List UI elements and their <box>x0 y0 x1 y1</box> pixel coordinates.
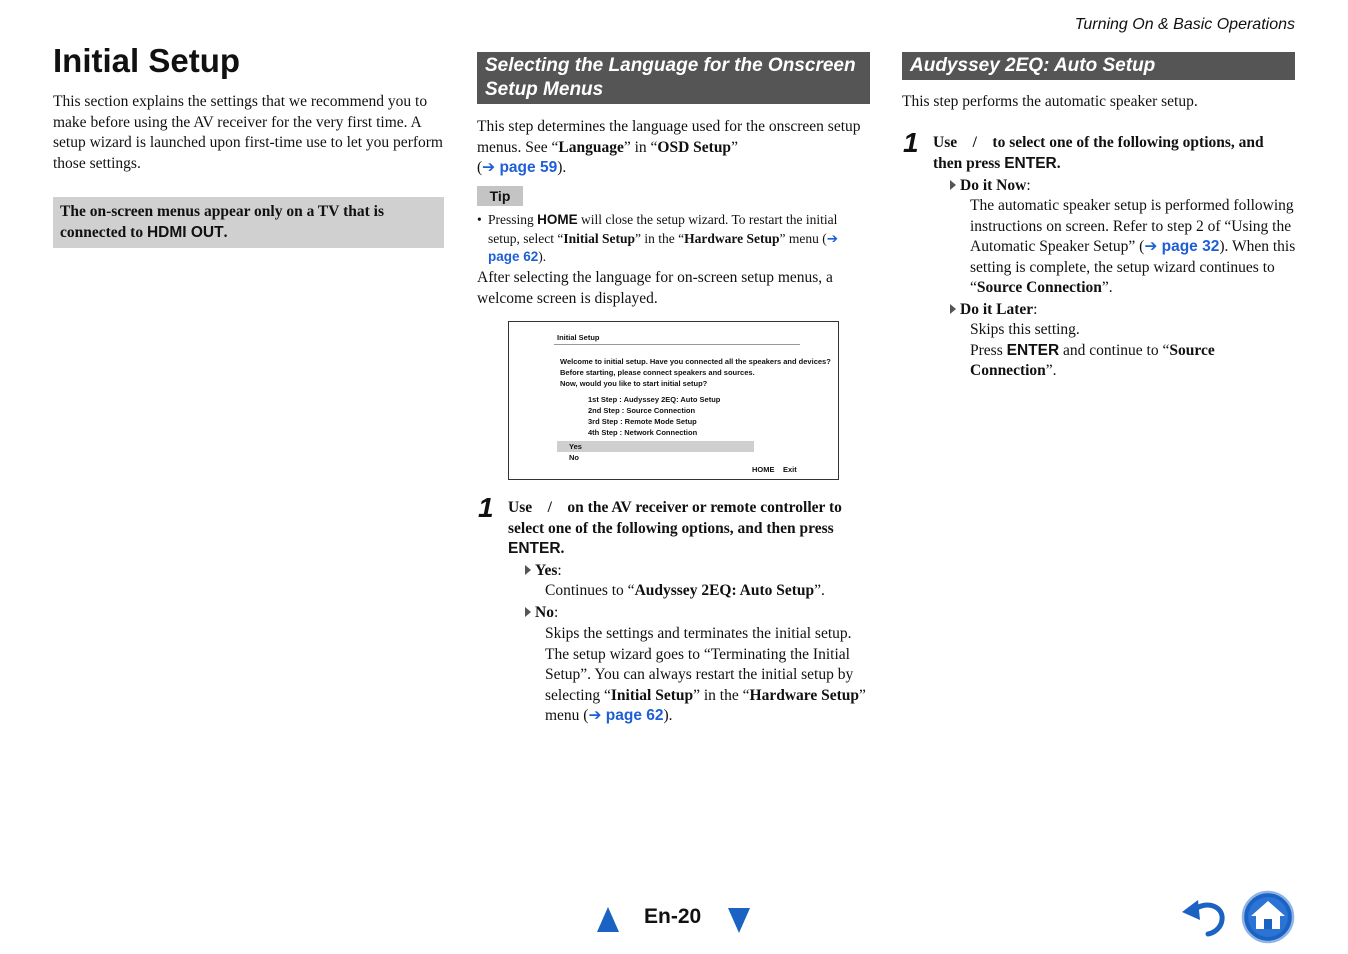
text: ). <box>538 249 547 264</box>
tip-badge: Tip <box>477 186 523 206</box>
term-home: HOME <box>537 212 578 227</box>
text: : <box>557 562 562 579</box>
text: Use / to select one of the following options, and then press <box>933 134 1268 172</box>
text: ). When this setting is complete, the setup wizard continues to “ <box>970 238 1296 296</box>
text: ” in the “ <box>635 230 685 246</box>
osd-divider <box>554 344 800 345</box>
text: Press <box>970 341 1007 359</box>
intro-paragraph: This section explains the settings that we recommend you to make before using the AV receiver for the very first time. A setup wizard is launched upon first-time use to let you perform those settings. <box>53 93 443 172</box>
welcome-paragraph: After selecting the language for on-screen setup menus, a welcome screen is displayed. <box>477 269 833 307</box>
triangle-right-icon <box>525 565 531 575</box>
step-number: 1 <box>478 492 494 523</box>
text: Pressing <box>488 212 538 227</box>
text: Skips this setting. <box>970 321 1080 338</box>
term-hardware-setup: Hardware Setup <box>749 686 860 704</box>
text-line <box>970 341 1290 382</box>
section-heading-audyssey: Audyssey 2EQ: Auto Setup <box>902 52 1295 80</box>
note-box <box>53 197 444 248</box>
link-page-59[interactable]: ➔ page 59 <box>482 159 558 176</box>
term-source-connection: Source Connection <box>970 341 1215 379</box>
osd-option-yes: Yes <box>569 442 582 451</box>
audyssey-step-instruction <box>933 133 1295 174</box>
text: ). <box>557 159 567 176</box>
text: Use / on the AV receiver or remote controller to select one of the following options, and then press <box>508 499 846 537</box>
triangle-right-icon <box>950 304 956 314</box>
option-no-description <box>545 624 870 727</box>
term-hardware-setup: Hardware Setup <box>684 230 780 246</box>
link-page-62[interactable]: ➔ page 62 <box>588 707 664 724</box>
running-header: Turning On & Basic Operations <box>1074 16 1295 33</box>
section-heading-language: Selecting the Language for the Onscreen Setup Menus <box>477 52 870 104</box>
osd-step-3: 3rd Step : Remote Mode Setup <box>588 417 697 426</box>
link-page-32[interactable]: ➔ page 32 <box>1144 238 1220 255</box>
tip-bullet: • <box>477 212 482 227</box>
osd-line-2: Before starting, please connect speakers and sources. <box>560 368 755 377</box>
osd-line-3: Now, would you like to start initial setup? <box>560 379 708 388</box>
text: : <box>1026 177 1031 194</box>
text: The automatic speaker setup is performed following instructions on screen. Refer to step 2 of “Using the Automatic Speaker Setup” ( <box>970 197 1294 255</box>
text: ” in the “ <box>693 686 750 704</box>
term-initial-setup: Initial Setup <box>563 230 636 246</box>
page-title: Initial Setup <box>53 42 241 79</box>
term-enter: ENTER <box>508 540 561 557</box>
option-do-it-later-title: Do it Later <box>960 301 1034 318</box>
text: ” in “ <box>623 138 658 156</box>
term-initial-setup: Initial Setup <box>610 686 694 704</box>
text: ”. <box>1045 362 1057 379</box>
text: : <box>553 604 559 621</box>
language-step-instruction <box>508 498 870 560</box>
term-audyssey: Audyssey 2EQ: Auto Setup <box>634 582 815 599</box>
triangle-up-icon[interactable] <box>597 907 619 932</box>
text: Skips the settings and terminates the initial setup. The setup wizard goes to “Terminating the Initial Setup”. You can always restart the initial setup by selecting “ <box>545 625 854 704</box>
option-do-it-later <box>950 300 1037 321</box>
text: . <box>560 540 565 557</box>
text: ” menu ( <box>545 686 866 724</box>
audyssey-paragraph: This step performs the automatic speaker setup. <box>902 93 1198 110</box>
osd-line-1: Welcome to initial setup. Have you connected all the speakers and devices? <box>560 357 831 366</box>
text: ” menu ( <box>779 230 827 246</box>
text: This step determines the language used for the onscreen setup menus. See “ <box>477 118 861 156</box>
term-enter: ENTER <box>1006 341 1060 359</box>
option-yes <box>525 561 562 582</box>
text: ” <box>731 138 738 156</box>
text: . <box>1056 154 1061 172</box>
term-osd-setup: OSD Setup <box>657 138 732 156</box>
home-icon[interactable] <box>1241 890 1295 944</box>
link-page-62[interactable]: ➔ page 62 <box>488 230 839 264</box>
text: : <box>1033 301 1038 318</box>
term-source-connection: Source Connection <box>976 279 1102 296</box>
triangle-down-icon[interactable] <box>728 908 750 933</box>
option-do-it-now-description <box>970 196 1298 299</box>
osd-step-2: 2nd Step : Source Connection <box>588 406 696 415</box>
text: ). <box>663 707 673 724</box>
option-do-it-later-description <box>970 320 1290 382</box>
text: Continues to “ <box>545 582 635 599</box>
back-arrow-icon[interactable] <box>1180 896 1230 938</box>
note-text: The on-screen menus appear only on a TV that is connected to <box>60 203 384 241</box>
osd-step-4: 4th Step : Network Connection <box>588 428 698 437</box>
osd-title: Initial Setup <box>557 333 600 342</box>
note-hdmi-out: HDMI OUT <box>146 223 224 241</box>
term-enter: ENTER <box>1004 154 1057 172</box>
page-number: En-20 <box>644 905 702 928</box>
option-no <box>525 603 558 624</box>
triangle-right-icon <box>525 607 531 617</box>
text: ( <box>477 159 483 176</box>
osd-option-no: No <box>569 453 579 462</box>
tip-text <box>477 211 872 267</box>
language-paragraph <box>477 117 869 179</box>
osd-selection-highlight <box>557 441 754 452</box>
note-end: . <box>223 223 228 241</box>
osd-screenshot <box>508 321 839 480</box>
osd-footer-exit: Exit <box>783 465 797 474</box>
option-yes-description <box>545 581 870 602</box>
option-do-it-now <box>950 176 1031 197</box>
triangle-right-icon <box>950 180 956 190</box>
osd-step-1: 1st Step : Audyssey 2EQ: Auto Setup <box>588 395 721 404</box>
option-no-title: No <box>535 604 554 621</box>
step-number: 1 <box>903 127 919 158</box>
term-language: Language <box>558 138 624 156</box>
option-do-it-now-title: Do it Now <box>960 177 1027 194</box>
text: and continue to “ <box>1059 341 1170 359</box>
text: ”. <box>1101 279 1113 296</box>
osd-footer-home: HOME <box>752 465 775 474</box>
text: ”. <box>814 582 825 599</box>
option-yes-title: Yes <box>535 562 558 579</box>
text: will close the setup wizard. To restart the initial setup, select “ <box>488 212 838 246</box>
